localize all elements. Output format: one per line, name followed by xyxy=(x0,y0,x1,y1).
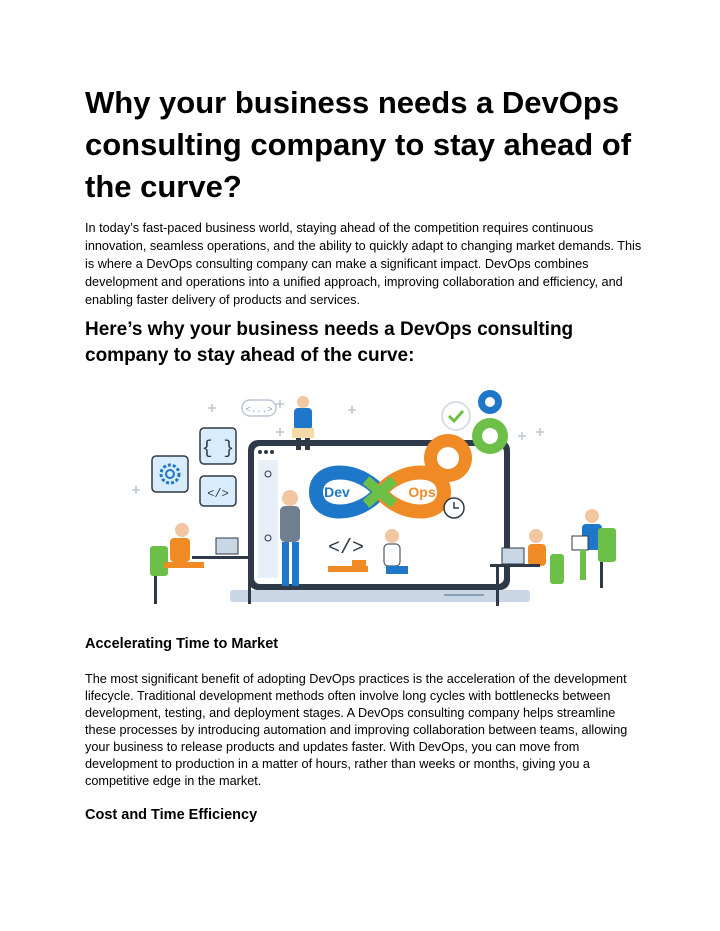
devops-illustration-svg xyxy=(130,388,630,618)
checkmark-icon xyxy=(442,402,470,430)
svg-text:<...>: <...> xyxy=(245,405,273,415)
devops-illustration xyxy=(130,388,630,618)
dev-label: Dev xyxy=(324,484,350,500)
ops-label: Ops xyxy=(408,484,436,500)
code-panel-icon xyxy=(200,476,236,506)
monitor-illustration xyxy=(230,440,530,602)
svg-text:</>: </> xyxy=(207,487,229,501)
person-chair-right xyxy=(572,509,616,588)
clock-icon xyxy=(444,498,464,518)
braces-panel-icon xyxy=(200,428,236,464)
section2-heading: Cost and Time Efficiency xyxy=(85,807,258,823)
code-symbol: </> xyxy=(328,537,365,560)
subheading: Here’s why your business needs a DevOps consulting company to stay ahead of the curve: xyxy=(85,319,574,366)
intro-paragraph: In today’s fast-paced business world, staying ahead of the competition requires continuous innovation, seamless operations, and the ability to quickly adapt to changing market demands. This is where a DevOps consulting company can make a significant impact. DevOps combines development and operations into a unified approach, improving collaboration and efficiency, and enabling faster delivery of products and services. xyxy=(85,221,642,307)
svg-text:{ }: { } xyxy=(201,439,235,459)
section1-heading: Accelerating Time to Market xyxy=(85,636,279,652)
progress-block xyxy=(328,566,368,572)
section1-body: The most significant benefit of adopting DevOps practices is the acceleration of the development lifecycle. Traditional development methods often involve long cycles with bottlenecks between development, testing, and deployment stages. A DevOps consulting company helps streamline these processes by introducing automation and improving collaboration between teams, allowing your business to release products and updates faster. With DevOps, you can move from development to production in a matter of hours, rather than weeks or months, giving you a competitive edge in the market. xyxy=(85,672,628,788)
gear-green-icon xyxy=(472,418,508,454)
gear-blue-icon xyxy=(478,390,502,414)
gear-panel-icon xyxy=(152,456,188,492)
page-title: Why your business needs a DevOps consulting company to stay ahead of the curve? xyxy=(85,85,632,204)
gear-orange-icon xyxy=(424,434,472,482)
